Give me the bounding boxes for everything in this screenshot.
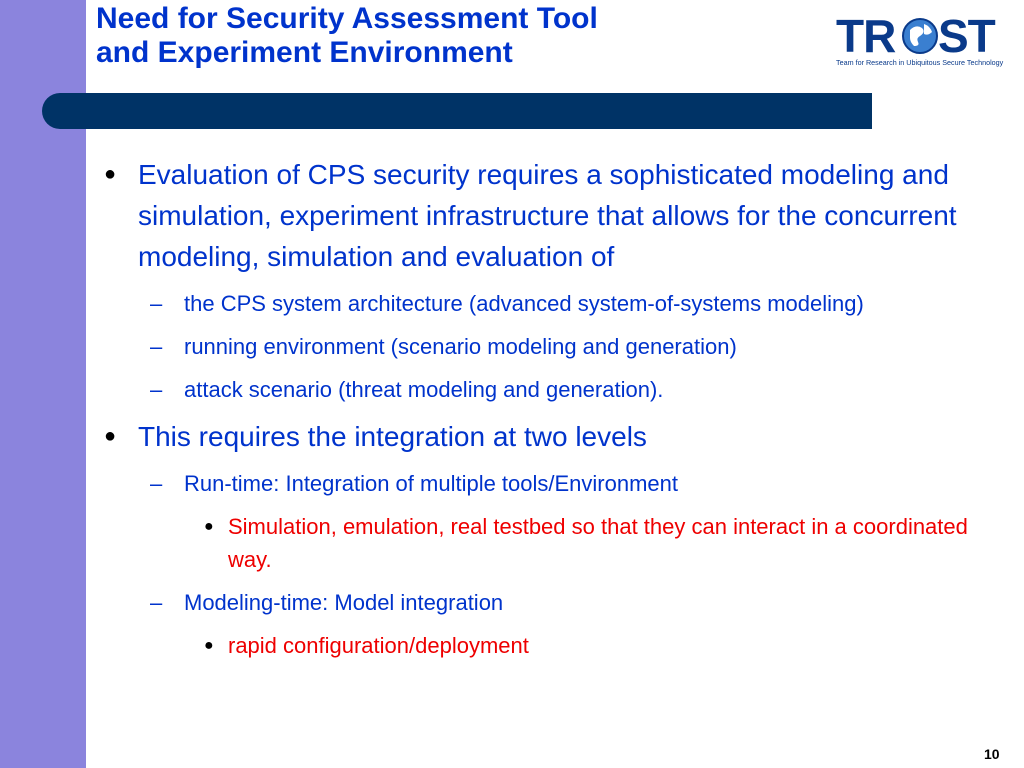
subbullet-text: Run-time: Integration of multiple tools/Environment — [184, 471, 679, 496]
bullet-dot-icon: ● — [104, 425, 117, 447]
title-divider-bar — [42, 93, 872, 129]
bullet-dot-icon: ● — [204, 518, 214, 535]
dash-icon: – — [150, 471, 163, 496]
dash-icon: – — [150, 590, 163, 615]
subsubbullet-text: Simulation, emulation, real testbed so that they can interact in a coordinated way. — [228, 514, 968, 572]
subbullet-text: attack scenario (threat modeling and generation). — [184, 377, 664, 402]
page-number: 10 — [984, 746, 1000, 762]
subsubbullet-simulation — [96, 510, 976, 576]
slide-body — [96, 154, 976, 672]
trust-logo — [834, 8, 1014, 70]
title-line-1: Need for Security Assessment Tool — [96, 2, 598, 35]
logo-tagline: Team for Research in Ubiquitous Secure Technology — [836, 58, 1004, 67]
subbullet-running-environment — [96, 330, 976, 363]
subsubbullet-rapid-config — [96, 629, 976, 662]
title-line-2: and Experiment Environment — [96, 36, 513, 69]
bullet-dot-icon: ● — [104, 163, 117, 185]
subbullet-text: the CPS system architecture (advanced system-of-systems modeling) — [184, 291, 864, 316]
subbullet-text: running environment (scenario modeling and generation) — [184, 334, 737, 359]
subbullet-runtime — [96, 467, 976, 500]
bullet-integration — [96, 416, 976, 457]
subbullet-text: Modeling-time: Model integration — [184, 590, 504, 615]
bullet-evaluation — [96, 154, 976, 277]
svg-text:TR: TR — [836, 10, 896, 62]
slide-title — [96, 2, 598, 70]
dash-icon: – — [150, 291, 163, 316]
subbullet-attack-scenario — [96, 373, 976, 406]
subbullet-architecture — [96, 287, 976, 320]
subsubbullet-text: rapid configuration/deployment — [228, 633, 529, 658]
subbullet-modeling-time — [96, 586, 976, 619]
bullet-text: Evaluation of CPS security requires a sophisticated modeling and simulation, experiment infrastructure that allows for the concurrent modeling, simulation and evaluation of — [138, 159, 957, 272]
dash-icon: – — [150, 377, 163, 402]
svg-text:ST: ST — [938, 10, 995, 62]
bullet-text: This requires the integration at two levels — [138, 421, 647, 452]
bullet-dot-icon: ● — [204, 637, 214, 654]
dash-icon: – — [150, 334, 163, 359]
